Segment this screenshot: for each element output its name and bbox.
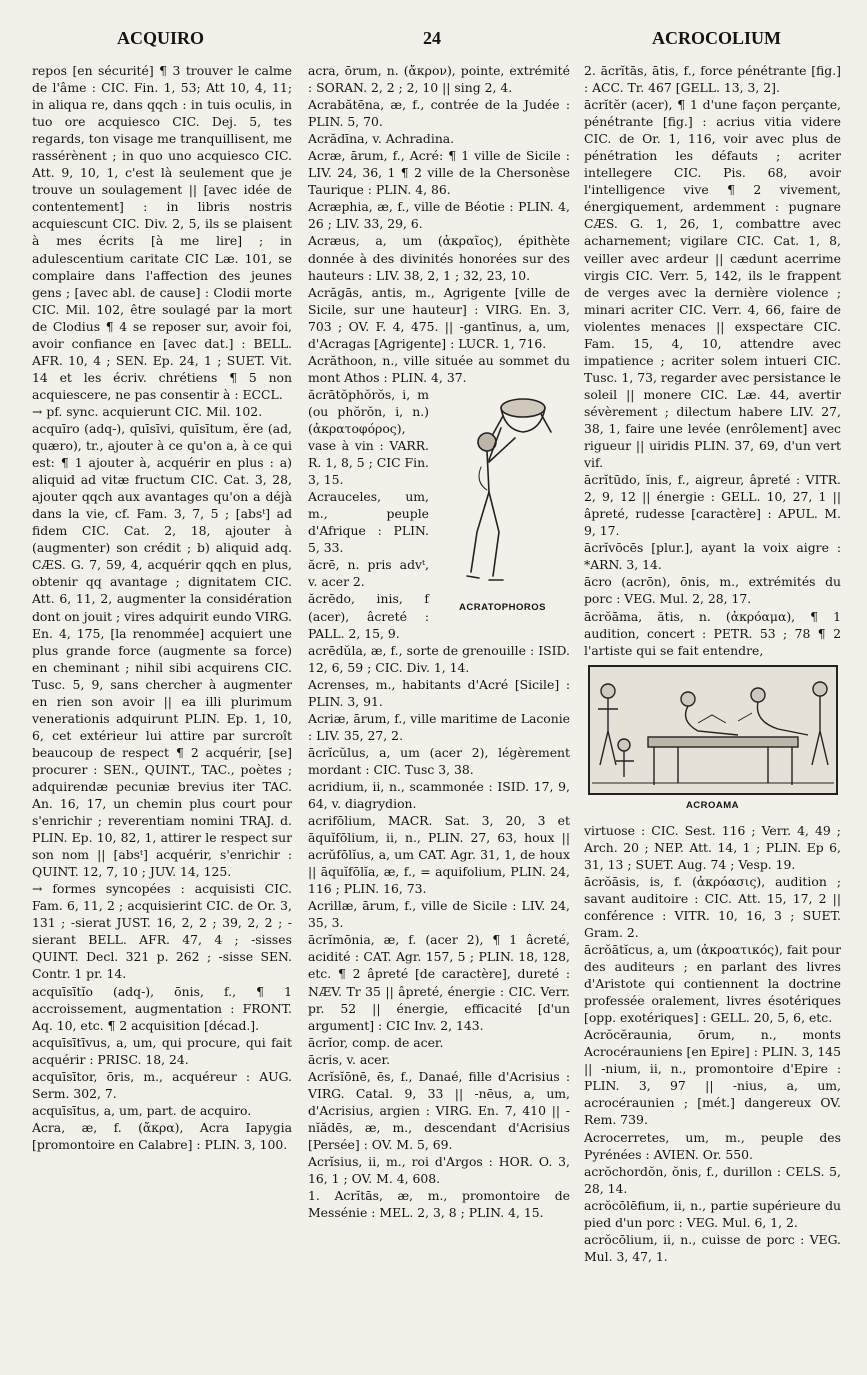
figure-caption: ACRATOPHOROS bbox=[459, 601, 546, 613]
entry-text: Acræphia, æ, f., ville de Béotie : PLIN. 4, 26 ; LIV. 33, 29, 6. bbox=[308, 199, 570, 232]
entry-text: Acrenses, m., habitants d'Acré [Sicile] : PLIN. 3, 91. bbox=[308, 676, 570, 709]
entry-text: acquīsītīvus, a, um, qui procure, qui fait acquérir : PRISC. 18, 24. bbox=[32, 1034, 292, 1067]
entry-text: ăcrātŏphŏrŏs, i, m (ou phŏrŏn, i, n.) (ἀκρατοφόρος), vase à vin : VARR. R. 1, 8, 5 ; CIC Fin. 3, 15. bbox=[308, 386, 429, 488]
entry-text: ācrĭvōcēs [plur.], ayant la voix aigre : *ARN. 3, 14. bbox=[584, 540, 841, 573]
entry-text: Acrădīna, v. Achradina. bbox=[308, 131, 455, 147]
entry-text: Acriæ, ārum, f., ville maritime de Laconie : LIV. 35, 27, 2. bbox=[308, 710, 570, 743]
entry-text: acridium, ii, n., scammonée : ISID. 17, 9, 64, v. diagrydion. bbox=[308, 778, 570, 812]
entry-text: acquīsītus, a, um, part. de acquiro. bbox=[32, 1102, 252, 1118]
header-left-word: ACQUIRO bbox=[117, 28, 205, 48]
entry-text: → pf. sync. acquierunt CIC. Mil. 102. bbox=[32, 403, 263, 419]
entry-text: Acrabătēna, æ, f., contrée de la Judée : PLIN. 5, 70. bbox=[308, 97, 570, 130]
column-2 bbox=[308, 62, 570, 1352]
entry-text: ācrŏāsis, is, f. (ἀκρόασις), audition ; savant auditoire : CIC. Att. 15, 17, 2 || conférence : VITR. 10, 16, 3 ; SUET. Gram. 2. bbox=[584, 873, 841, 940]
entry-text: 2. ācrĭtās, ātis, f., force pénétrante [fig.] : ACC. Tr. 467 [GELL. 13, 3, 2]. bbox=[584, 63, 841, 96]
entry-text: Acrĭsius, ii, m., roi d'Argos : HOR. O. 3, 16, 1 ; OV. M. 4, 608. bbox=[308, 1154, 570, 1187]
figure-caption: ACROAMA bbox=[685, 799, 740, 811]
entry-text: ācrĭcŭlus, a, um (acer 2), légèrement mordant : CIC. Tusc 3, 38. bbox=[308, 744, 570, 777]
entry-text: Acrăthoon, n., ville située au sommet du mont Athos : PLIN. 4, 37. bbox=[308, 352, 570, 385]
entry-text: 1. Acrĭtās, æ, m., promontoire de Messénie : MEL. 2, 3, 8 ; PLIN. 4, 15. bbox=[308, 1188, 570, 1221]
running-header bbox=[0, 28, 867, 54]
entry-text: Acrŏcĕraunia, ōrum, n., monts Acrocérauniens [en Epire] : PLIN. 3, 145 || -nium, ii, n., promontoire d'Epire : PLIN. 3, 97 || -nius, a, um, acrocéraunien ; [mét.] dangereux OV. Rem. 739. bbox=[584, 1027, 841, 1128]
column-1 bbox=[32, 62, 292, 1352]
acroama-drawing bbox=[588, 665, 838, 795]
page-number: 24 bbox=[423, 28, 441, 48]
entry-text: Acrocerretes, um, m., peuple des Pyrénées : AVIEN. Or. 550. bbox=[584, 1129, 841, 1162]
entry-text: acquīsītĭo (adq-), ōnis, f., ¶ 1 accroissement, augmentation : FRONT. Aq. 10, etc. ¶ 2 acquisition [décad.]. bbox=[32, 983, 292, 1033]
entry-text: ācrĭtĕr (acer), ¶ 1 d'une façon perçante, pénétrante [fig.] : acrius vitia videre CIC. de Or. 1, 116, voir avec plus de pénétration les défauts ; acriter intellegere CIC. Pis. 68, avoir l'intelligence vive ¶ 2 vivement, énergiquement, ardemment : pugnare CÆS. G. 1, 26, 1, combattre avec acharnement; vigilare CIC. Cat. 1, 8, veiller avec ardeur || cædunt acerrime virgis CIC. Verr. 5, 142, ils le frappent de verges avec la dernière violence ; minari acriter CIC. Verr. 4, 66, faire de violentes menaces || exspectare CIC. Fam. 15, 4, 10, attendre avec impatience ; acriter solem intueri CIC. Tusc. 1, 73, regarder avec persistance le soleil || monere CIC. Læ. 44, avertir sévèrement ; dilectum habere LIV. 27, 38, 1, faire une levée (enrôlement] avec rigueur || uiridis PLIN. 37, 69, d'un vert vif. bbox=[584, 97, 841, 471]
entry-text: Acra, æ, f. (ἄκρα), Acra Iapygia [promontoire en Calabre] : PLIN. 3, 100. bbox=[32, 1119, 292, 1152]
entry-text: Acræ, ārum, f., Acré: ¶ 1 ville de Sicile : LIV. 24, 36, 1 ¶ 2 ville de la Chersonèse Taurique : PLIN. 4, 86. bbox=[308, 148, 570, 198]
entry-text: Acrillæ, ārum, f., ville de Sicile : LIV. 24, 35, 3. bbox=[308, 898, 570, 931]
acroama-illustration bbox=[584, 665, 841, 814]
entry-text: → formes syncopées : acquisisti CIC. Fam. 6, 11, 2 ; acquisierint CIC. de Or. 3, 131 ; -sierat JUST. 16, 2, 2 ; 39, 2, 2 ; -sierant BELL. AFR. 47, 4 ; -sisses QUINT. Decl. 321 p. 262 ; -sisse SEN. Contr. 1 pr. 14. bbox=[32, 881, 292, 982]
acratophoros-illustration bbox=[435, 392, 570, 616]
entry-text: acra, ōrum, n. (ἄκρον), pointe, extrémité : SORAN. 2, 2 ; 2, 10 || sing 2, 4. bbox=[308, 63, 570, 96]
acratophoros-drawing bbox=[435, 392, 570, 597]
entry-text: Acrăgās, antis, m., Agrigente [ville de Sicile, sur une hauteur] : VIRG. En. 3, 703 ; OV. F. 4, 475. || -gantīnus, a, um, d'Acragas [Agrigente] : LUCR. 1, 716. bbox=[308, 284, 570, 351]
entry-text: ācrĭmōnia, æ, f. (acer 2), ¶ 1 âcreté, acidité : CAT. Agr. 157, 5 ; PLIN. 18, 128, etc. ¶ 2 âpreté [de caractère], dureté : NÆV. Tr 35 || âpreté, énergie : CIC. Verr. pr. 52 || énergie, efficacité [d'un argument] : CIC Inv. 2, 143. bbox=[308, 932, 570, 1033]
entry-text: acrŏchordŏn, ŏnis, f., durillon : CELS. 5, 28, 14. bbox=[584, 1163, 841, 1196]
entry-text: ācrĭtūdo, ĭnis, f., aigreur, âpreté : VITR. 2, 9, 12 || énergie : GELL. 10, 27, 1 || âpreté, rudesse [caractère] : APUL. M. 9, 17. bbox=[584, 472, 841, 539]
entry-text: acquīsītor, ōris, m., acquéreur : AUG. Serm. 302, 7. bbox=[32, 1068, 292, 1101]
header-right-word: ACROCOLIUM bbox=[652, 28, 781, 48]
entry-text: acquīro (adq-), quīsīvi, quīsītum, ĕre (ad, quæro), tr., ajouter à ce qu'on a, à ce qui est: ¶ 1 ajouter à, acquérir en plus : a) aliquid ad vitæ fructum CIC. Cat. 3, 28, ajouter qqch aux avantages qu'on a déjà dans la vie, cf. Fam. 3, 7, 5 ; [absᵗ] ad fidem CIC. Cat. 2, 18, ajouter à (augmenter) son crédit ; b) aliquid adq. CÆS. G. 7, 59, 4, acquérir qqch en plus, obtenir qq avantage ; dignitatem CIC. Att. 6, 11, 2, augmenter la considération dont on jouit ; vires adquirit eundo VIRG. En. 4, 175, [la renommée] acquiert une plus grande force (augmente sa force) en cheminant ; nihil sibi acquirens CIC. Tusc. 5, 9, sans chercher à augmenter en rien son avoir || ea illi plurimum venerationis adquirunt PLIN. Ep. 1, 10, 6, cet extérieur lui attire par surcroît beaucoup de respect ¶ 2 acquérir, [se] procurer : SEN., QUINT., TAC., poètes ; adquirendæ pecuniæ brevius iter TAC. An. 16, 17, un chemin plus court pour s'enrichir ; reverentiam nomini TRAJ. d. PLIN. Ep. 10, 82, 1, attirer le respect sur son nom || [absᵗ] acquérir, s'enrichir : QUINT. 12, 7, 10 ; JUV. 14, 125. bbox=[32, 420, 292, 880]
entry-text: ācris, v. acer. bbox=[308, 1051, 391, 1067]
entry-text: acrifōlium, MACR. Sat. 3, 20, 3 et āquĭfōlium, ii, n., PLIN. 27, 63, houx || acrŭfōlĭus, a, um CAT. Agr. 31, 1, de houx || āquĭfōlĭa, æ, f., = aquifolium, PLIN. 24, 116 ; PLIN. 16, 73. bbox=[308, 813, 570, 897]
entry-text: ăcrēdo, inis, f (acer), âcreté : PALL. 2, 15, 9. bbox=[308, 591, 429, 641]
entry-text: Acrĭsĭōnē, ēs, f., Danaé, fille d'Acrisius : VIRG. Catal. 9, 33 || -nēus, a, um, d'Acrisius, argien : VIRG. En. 7, 410 || -nĭădēs, æ, m., descendant d'Acrisius [Persée] : OV. M. 5, 69. bbox=[308, 1068, 570, 1152]
entry-text: Acrauceles, um, m., peuple d'Afrique : PLIN. 5, 33. bbox=[308, 489, 429, 556]
entry-text: ācro (acrōn), ōnis, m., extrémités du porc : VEG. Mul. 2, 28, 17. bbox=[584, 574, 841, 607]
entry-text: virtuose : CIC. Sest. 116 ; Verr. 4, 49 ; Arch. 20 ; NEP. Att. 14, 1 ; PLIN. Ep 6, 31, 13 ; SUET. Aug. 74 ; Vesp. 19. bbox=[584, 822, 841, 872]
entry-text: ācrŏāma, ătis, n. (ἀκρόαμα), ¶ 1 audition, concert : PETR. 53 ; 78 ¶ 2 l'artiste qui se fait entendre, bbox=[584, 608, 841, 658]
column-3 bbox=[584, 62, 841, 1352]
entry-text: ācrĭor, comp. de acer. bbox=[308, 1034, 444, 1050]
entry-text: ăcrē, n. pris advᵗ, v. acer 2. bbox=[308, 557, 429, 590]
entry-text: repos [en sécurité] ¶ 3 trouver le calme de l'âme : CIC. Fin. 1, 53; Att 10, 4, 11; in aliqua re, dans qqch : in tuis oculis, in tuo ore acquiesco CIC. Dej. 5, tes regards, ton visage me tranquillisent, me rassérènent ; in quo uno acquiesco CIC. Att. 9, 10, 1, c'est là seulement que je trouve un soulagement || [avec idée de contentement] : in libris nostris acquiescunt CIC. Div. 2, 5, ils se plaisent à mes écrits [à me lire] ; in adulescentium caritate CIC Læ. 101, se complaire dans l'affection des jeunes gens ; [avec abl. de cause] : Clodii morte CIC. Mil. 102, être soulagé par la mort de Clodius ¶ 4 se reposer sur, avoir foi, avoir confiance en [avec dat.] : BELL. AFR. 10, 4 ; SEN. Ep. 24, 1 ; SUET. Vit. 14 et les écriv. chrétiens ¶ 5 non acquiescere, ne pas consentir à : ECCL. bbox=[32, 63, 292, 402]
entry-text: acrŏcōlēfium, ii, n., partie supérieure du pied d'un porc : VEG. Mul. 6, 1, 2. bbox=[584, 1197, 841, 1230]
entry-text: acrēdŭla, æ, f., sorte de grenouille : ISID. 12, 6, 59 ; CIC. Div. 1, 14. bbox=[308, 642, 570, 675]
entry-text: ācrŏātĭcus, a, um (ἀκροατικός), fait pour des auditeurs ; en parlant des livres d'Aristote qui contiennent la doctrine professée oralement, livres ésotériques [opp. exotériques] : GELL. 20, 5, 6, etc. bbox=[584, 942, 841, 1026]
entry-text: Acræus, a, um (ἀκραῖος), épithète donnée à des divinités honorées sur des hauteurs : LIV. 38, 2, 1 ; 32, 23, 10. bbox=[308, 233, 570, 283]
entry-text: acrŏcōlium, ii, n., cuisse de porc : VEG. Mul. 3, 47, 1. bbox=[584, 1231, 841, 1264]
